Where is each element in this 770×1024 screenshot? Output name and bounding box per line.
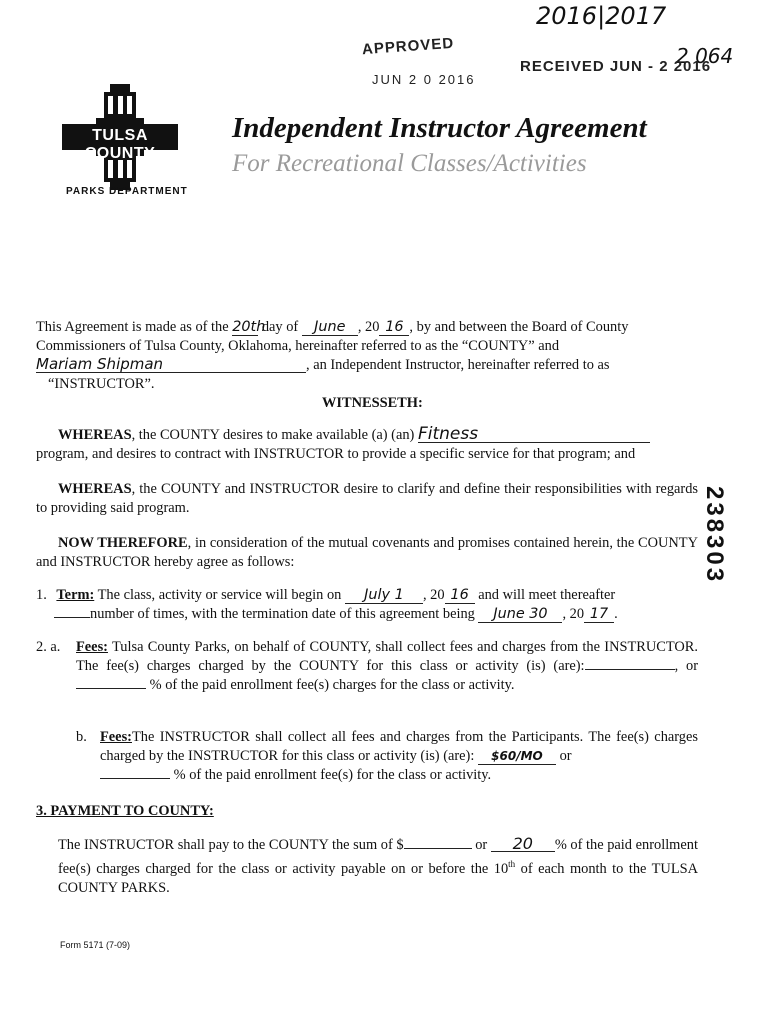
page-title: Independent Instructor Agreement bbox=[232, 112, 647, 144]
payment-heading bbox=[36, 802, 214, 821]
fees-b-label: Fees: bbox=[100, 729, 132, 745]
intro-text-1: This Agreement is made as of the bbox=[36, 319, 229, 335]
term-end-year: 17 bbox=[584, 607, 614, 623]
term-text-4: number of times, with the termination date of this agreement being bbox=[90, 606, 475, 622]
whereas2-lead: WHEREAS bbox=[58, 481, 132, 497]
intro-text-2: day of bbox=[261, 319, 299, 335]
fees-county-section bbox=[36, 638, 698, 695]
term-text-5: , 20 bbox=[562, 606, 585, 622]
payment-text-4: of each month to the TULSA COUNTY PARKS. bbox=[58, 860, 699, 896]
fees-b-number: b. bbox=[76, 729, 87, 745]
term-start-year: 16 bbox=[445, 588, 475, 604]
fiscal-year-handwriting: 2016|2017 bbox=[536, 2, 667, 30]
approved-date-stamp: JUN 2 0 2016 bbox=[372, 72, 476, 87]
form-number: Form 5171 (7-09) bbox=[60, 940, 131, 950]
whereas-clarify bbox=[36, 480, 698, 518]
term-start-date: July 1 bbox=[345, 588, 423, 604]
tulsa-county-logo bbox=[60, 80, 180, 200]
whereas-program bbox=[36, 426, 698, 464]
term-section bbox=[36, 586, 698, 624]
parks-department-label: PARKS DEPARTMENT bbox=[66, 186, 188, 197]
term-end-date: June 30 bbox=[478, 607, 562, 623]
fees-b-text-1: The INSTRUCTOR shall collect all fees and charges from the Participants. The fee(s) charges charged by the INSTRUCTOR for this class or activity (is) (are): bbox=[100, 729, 698, 764]
fees-b-text-2: or bbox=[559, 748, 572, 764]
fees-instructor-section bbox=[36, 728, 698, 785]
whereas1-text-1: , the COUNTY desires to make available (a) (an) bbox=[131, 427, 415, 443]
intro-text-3: , 20 bbox=[357, 319, 380, 335]
payment-text-2: or bbox=[475, 837, 488, 853]
now-therefore-clause bbox=[36, 534, 698, 572]
fees-a-number: 2. a. bbox=[36, 639, 61, 655]
payment-text-1: The INSTRUCTOR shall pay to the COUNTY the sum of $ bbox=[58, 837, 404, 853]
payment-superscript: th bbox=[508, 859, 516, 869]
intro-text-5: , an Independent Instructor, hereinafter referred to as bbox=[306, 357, 610, 373]
payment-section bbox=[36, 836, 698, 898]
term-text-1: The class, activity or service will begin on bbox=[97, 587, 342, 603]
agreement-year: 16 bbox=[379, 320, 409, 336]
fees-a-text-3: % of the paid enrollment fee(s) charges for the class or activity. bbox=[149, 677, 515, 693]
intro-text-6: “INSTRUCTOR”. bbox=[48, 376, 155, 392]
payment-text-3: % of the paid enrollment fee(s) charges charged for the class or activity payable on or before the 10 bbox=[58, 837, 698, 877]
agreement-intro bbox=[36, 318, 698, 394]
term-label: Term: bbox=[56, 587, 95, 603]
instructor-fee-percent bbox=[100, 778, 170, 779]
fees-a-label: Fees: bbox=[76, 639, 108, 655]
payment-percent: 20 bbox=[491, 836, 555, 852]
witnesseth-heading: WITNESSETH: bbox=[322, 395, 423, 411]
whereas1-lead: WHEREAS bbox=[58, 427, 132, 443]
instructor-name: Mariam Shipman bbox=[36, 357, 306, 373]
received-stamp: RECEIVED JUN - 2 2016 bbox=[520, 58, 712, 75]
intro-text-4: , by and between the Board of County Commissioners of Tulsa County, Oklahoma, hereinafter referred to as the “COUNTY” and bbox=[36, 319, 629, 354]
whereas1-text-2: program, and desires to contract with INSTRUCTOR to provide a specific service for that program; and bbox=[36, 446, 636, 462]
fees-b-text-3: % of the paid enrollment fee(s) for the class or activity. bbox=[173, 767, 492, 783]
meeting-count bbox=[54, 617, 90, 618]
fees-a-text-2: , or bbox=[674, 658, 698, 674]
document-number: 238303 bbox=[701, 486, 728, 585]
fees-a-text-1: Tulsa County Parks, on behalf of COUNTY, shall collect fees and charges from the INSTRUCTOR. The fee(s) charges charged by the COUNTY for this class or activity (is) (are): bbox=[76, 639, 698, 674]
approved-stamp: APPROVED bbox=[361, 34, 455, 59]
term-number: 1. bbox=[36, 587, 47, 603]
page-subtitle: For Recreational Classes/Activities bbox=[232, 150, 587, 177]
county-fee-percent bbox=[76, 688, 146, 689]
agreement-day: 20th bbox=[232, 319, 266, 335]
term-text-2: , 20 bbox=[422, 587, 445, 603]
logo-name: TULSA COUNTY bbox=[84, 127, 156, 162]
county-fee-amount bbox=[585, 669, 675, 670]
corner-code-handwriting: 2 064 bbox=[676, 44, 734, 68]
payment-amount bbox=[404, 848, 472, 849]
instructor-fee-amount: $60/MO bbox=[478, 749, 556, 765]
program-name: Fitness bbox=[418, 427, 650, 443]
agreement-month: June bbox=[302, 320, 358, 336]
now-therefore-text: , in consideration of the mutual covenants and promises contained herein, the COUNTY and INSTRUCTOR hereby agree as follows: bbox=[36, 535, 698, 570]
now-therefore-lead: NOW THEREFORE bbox=[58, 535, 188, 551]
payment-heading-text: 3. PAYMENT TO COUNTY: bbox=[36, 803, 214, 819]
term-text-3: and will meet thereafter bbox=[478, 587, 616, 603]
term-text-6: . bbox=[614, 606, 618, 622]
whereas2-text: , the COUNTY and INSTRUCTOR desire to clarify and define their responsibilities with regards to providing said program. bbox=[36, 481, 698, 516]
